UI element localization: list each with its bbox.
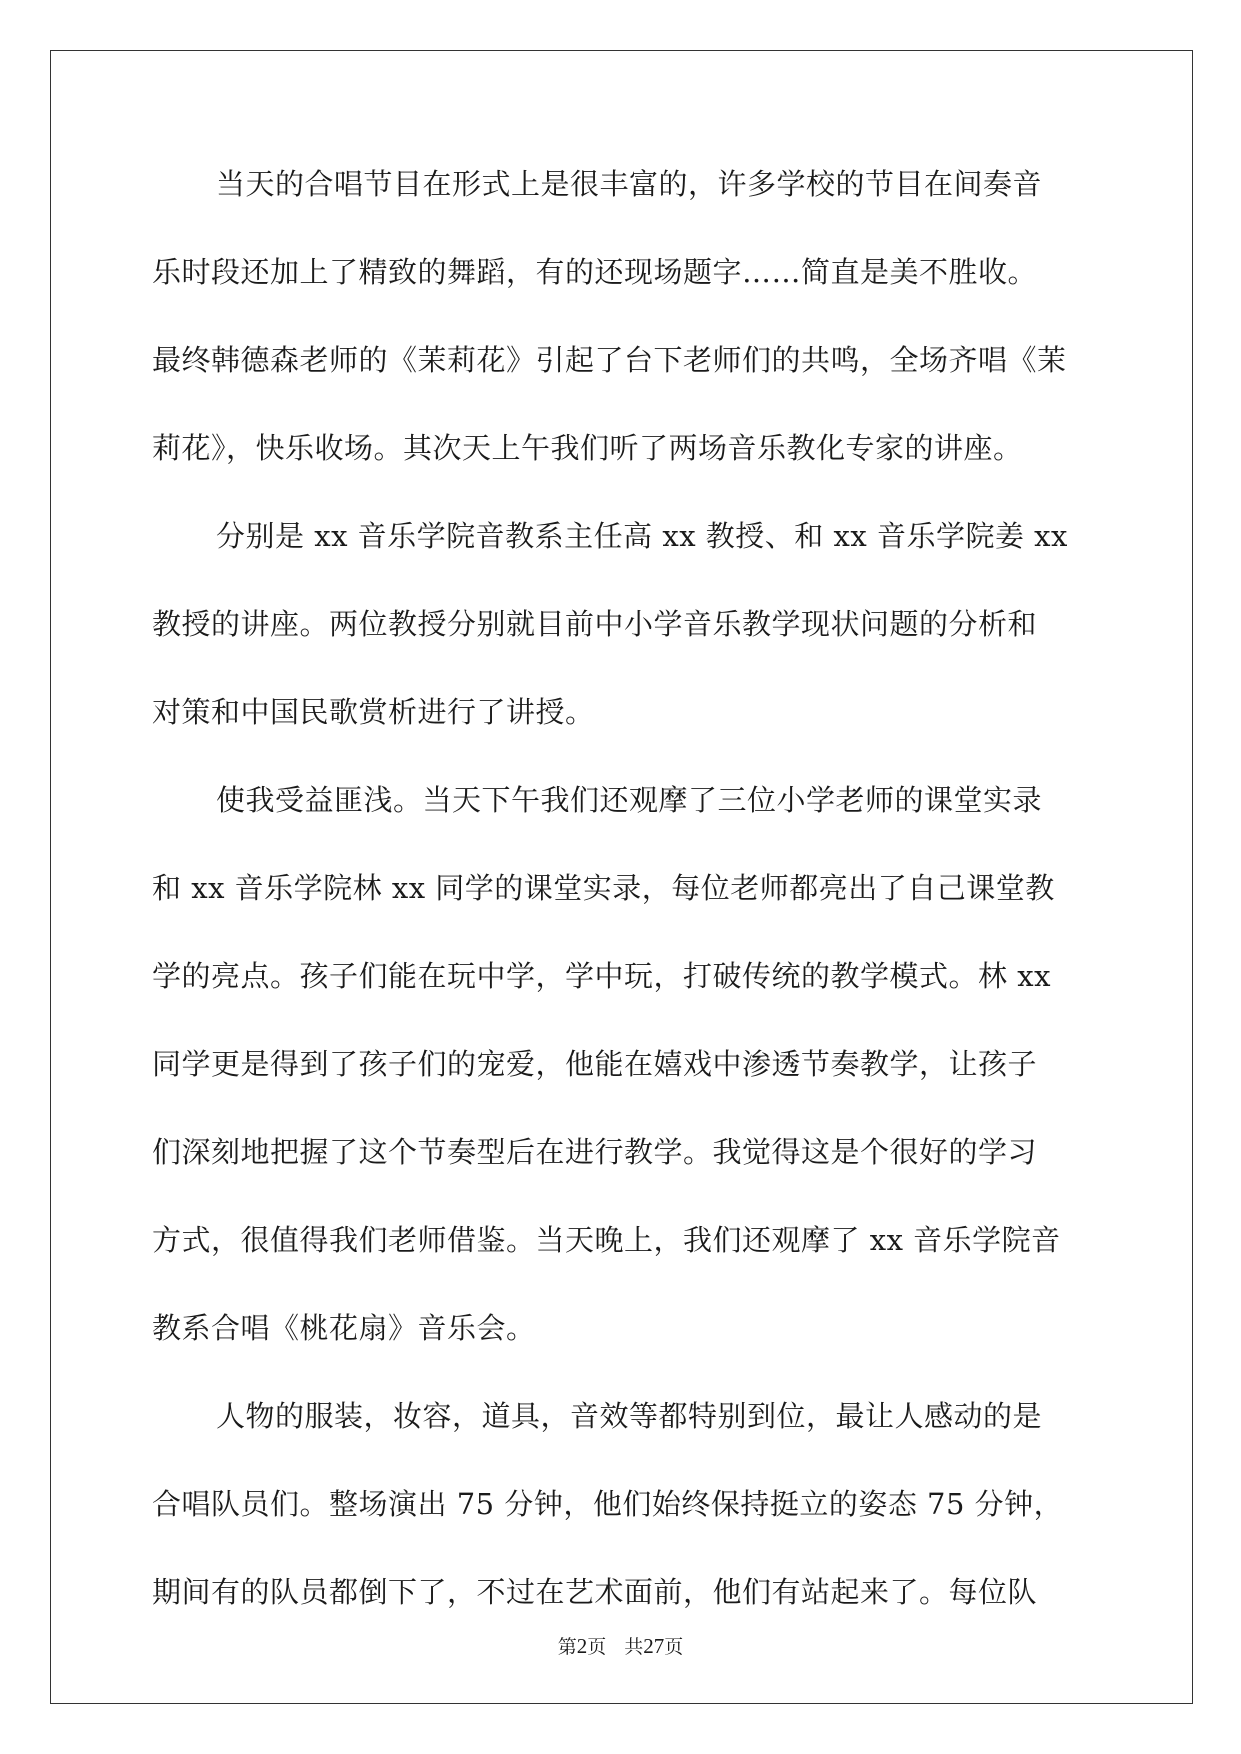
document-body	[152, 164, 1090, 1660]
paragraph-line: 教授的讲座。两位教授分别就目前中小学音乐教学现状问题的分析和	[152, 607, 1038, 641]
page-prefix: 第	[557, 1636, 577, 1658]
paragraph-line: 莉花》，快乐收场。其次天上午我们听了两场音乐教化专家的讲座。	[152, 431, 1023, 465]
paragraph-line: 方式，很值得我们老师借鉴。当天晚上，我们还观摩了 xx 音乐学院音	[152, 1223, 1061, 1257]
paragraph-line: 对策和中国民歌赏析进行了讲授。	[152, 695, 595, 729]
paragraph-line: 乐时段还加上了精致的舞蹈，有的还现场题字……简直是美不胜收。	[152, 255, 1038, 289]
paragraph-line: 当天的合唱节目在形式上是很丰富的，许多学校的节目在间奏音	[216, 167, 1043, 201]
paragraph-line: 分别是 xx 音乐学院音教系主任高 xx 教授、和 xx 音乐学院姜 xx	[216, 519, 1068, 553]
page-number: 2	[576, 1634, 588, 1658]
paragraph-line: 最终韩德森老师的《茉莉花》引起了台下老师们的共鸣，全场齐唱《茉	[152, 343, 1067, 377]
paragraph-line: 教系合唱《桃花扇》音乐会。	[152, 1311, 536, 1345]
paragraph-line: 和 xx 音乐学院林 xx 同学的课堂实录，每位老师都亮出了自己课堂教	[152, 871, 1055, 905]
paragraph-line: 们深刻地把握了这个节奏型后在进行教学。我觉得这是个很好的学习	[152, 1135, 1038, 1169]
paragraph-line: 使我受益匪浅。当天下午我们还观摩了三位小学老师的课堂实录	[216, 783, 1043, 817]
paragraph-line: 期间有的队员都倒下了，不过在艺术面前，他们有站起来了。每位队	[152, 1575, 1038, 1609]
page-suffix: 页	[587, 1636, 607, 1658]
paragraph-line: 同学更是得到了孩子们的宠爱，他能在嬉戏中渗透节奏教学，让孩子	[152, 1047, 1038, 1081]
page-footer	[0, 1634, 1241, 1659]
total-suffix: 页	[664, 1636, 684, 1658]
total-prefix: 共	[624, 1636, 644, 1658]
paragraph-line: 人物的服装，妆容，道具，音效等都特别到位，最让人感动的是	[216, 1399, 1043, 1433]
paragraph-line: 合唱队员们。整场演出 75 分钟，他们始终保持挺立的姿态 75 分钟，	[152, 1487, 1064, 1521]
paragraph-line: 学的亮点。孩子们能在玩中学，学中玩，打破传统的教学模式。林 xx	[152, 959, 1051, 993]
total-pages: 27	[643, 1634, 665, 1658]
